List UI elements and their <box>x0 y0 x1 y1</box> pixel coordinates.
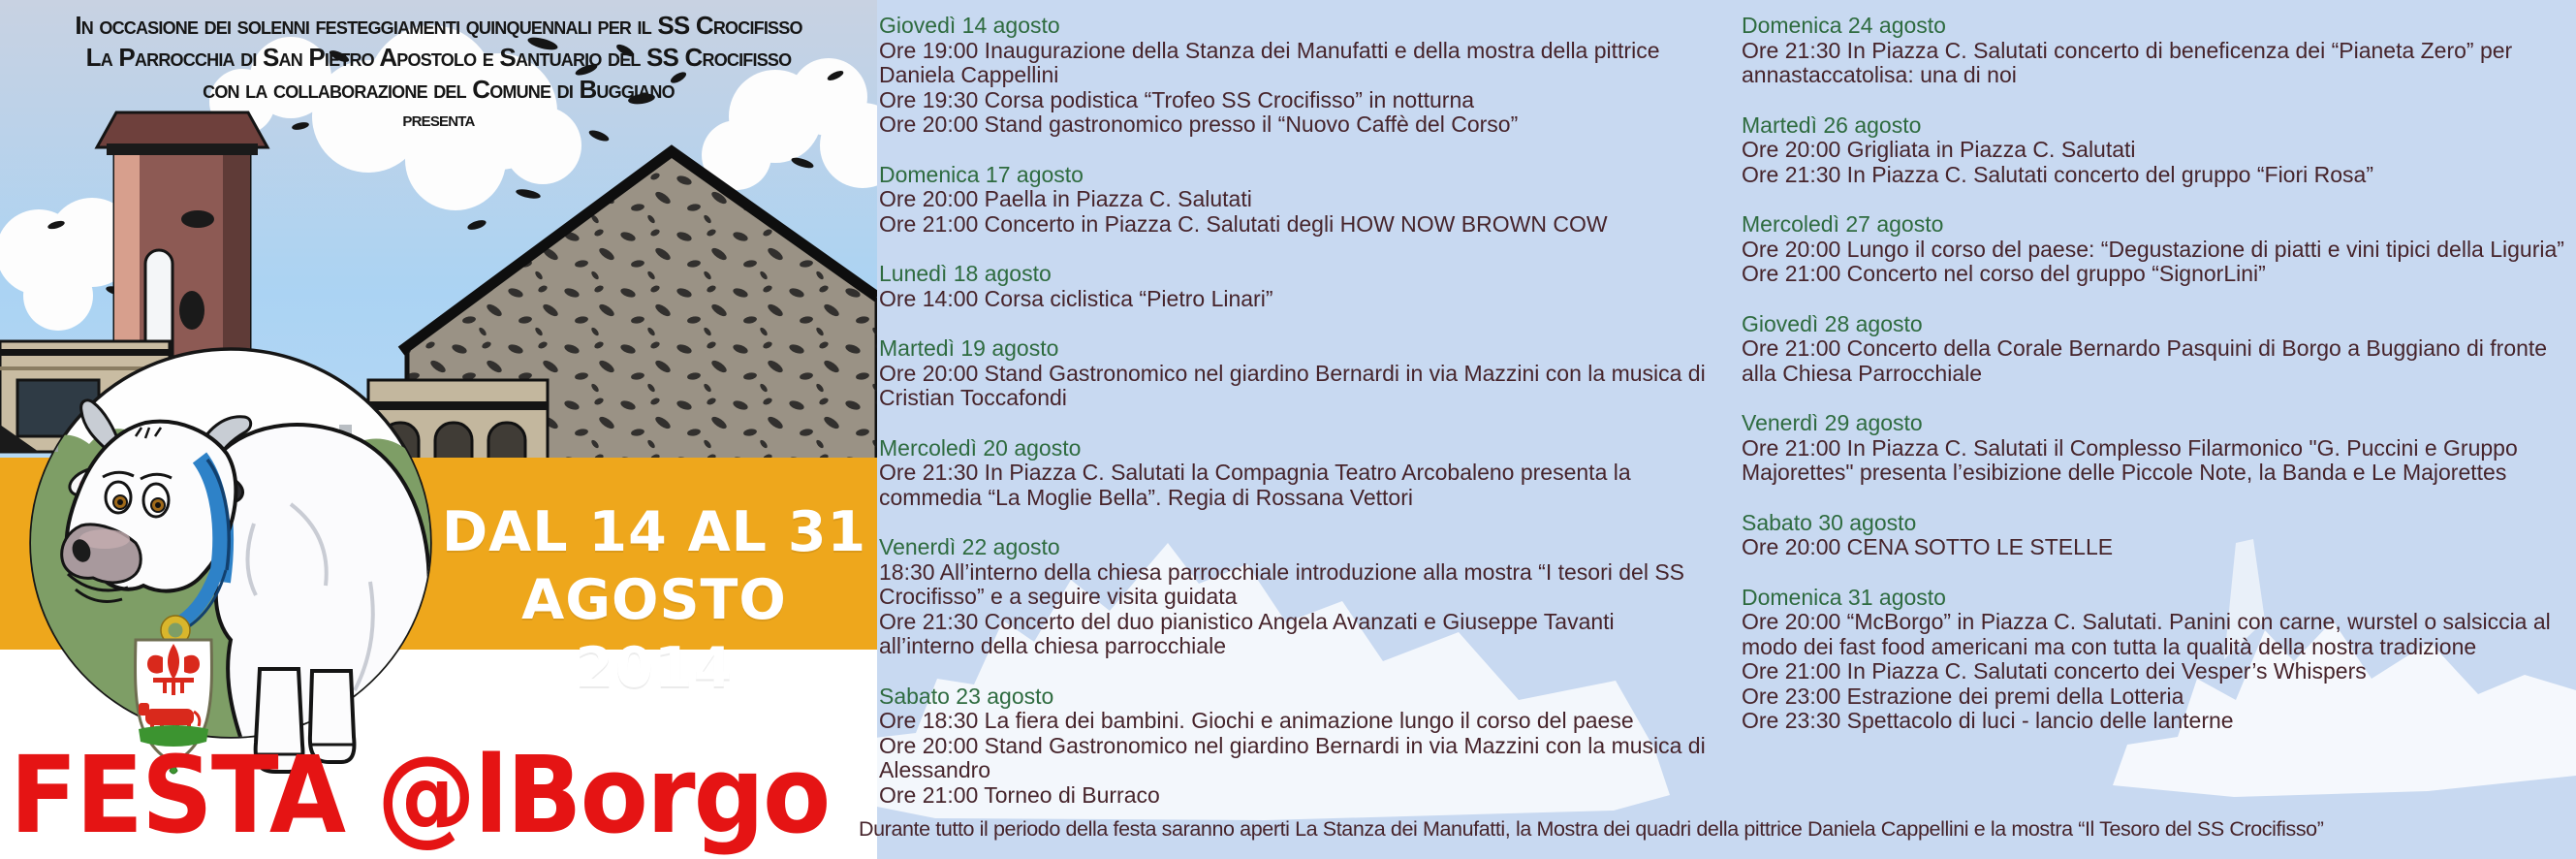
event-block <box>879 684 1712 809</box>
event-line: Ore 19:00 Inaugurazione della Stanza dei Manufatti e della mostra della pittrice Daniela Cappellini <box>879 37 1660 87</box>
event-date: Giovedì 28 agosto <box>1742 310 1923 336</box>
date-banner-line1: DAL 14 AL 31 <box>441 500 867 564</box>
event-line: Ore 20:00 Lungo il corso del paese: “Degustazione di piatti e vini tipici della Liguria” <box>1742 236 2564 262</box>
event-date: Sabato 23 agosto <box>879 683 1054 709</box>
event-block <box>1742 511 2567 560</box>
event-block <box>1742 586 2567 734</box>
event-line: Ore 21:00 Torneo di Burraco <box>879 781 1160 808</box>
event-block <box>1742 212 2567 287</box>
event-line: Ore 21:30 Concerto del duo pianistico Angela Avanzati e Giuseppe Tavanti all’interno della chiesa parrocchiale <box>879 608 1615 658</box>
event-date: Domenica 24 agosto <box>1742 13 1946 38</box>
event-line: Ore 14:00 Corsa ciclistica “Pietro Linari” <box>879 285 1273 311</box>
event-line: Ore 21:30 In Piazza C. Salutati concerto del gruppo “Fiori Rosa” <box>1742 161 2373 187</box>
event-line: Ore 20:00 Stand gastronomico presso il “Nuovo Caffè del Corso” <box>879 111 1519 137</box>
event-line: Ore 20:00 Stand Gastronomico nel giardino Bernardi in via Mazzini con la musica di Alessandro <box>879 732 1706 782</box>
event-date: Domenica 31 agosto <box>1742 584 1946 610</box>
poster-left-panel <box>0 0 877 859</box>
event-block <box>879 14 1712 138</box>
event-block <box>879 535 1712 659</box>
event-date: Giovedì 14 agosto <box>879 13 1060 38</box>
event-date: Martedì 19 agosto <box>879 335 1059 361</box>
event-block <box>1742 14 2567 88</box>
date-banner-line2: AGOSTO 2014 <box>521 568 787 700</box>
event-block <box>879 336 1712 411</box>
poster-header <box>0 10 877 135</box>
event-date: Venerdì 29 agosto <box>1742 410 1923 435</box>
event-date: Mercoledì 27 agosto <box>1742 211 1944 237</box>
poster-title: FESTA @lBorgo <box>10 733 830 857</box>
event-date: Martedì 26 agosto <box>1742 111 1922 138</box>
schedule-column-1 <box>879 14 1712 833</box>
event-date: Sabato 30 agosto <box>1742 509 1917 535</box>
event-block <box>1742 312 2567 387</box>
event-line: 18:30 All’interno della chiesa parrocchiale introduzione alla mostra “I tesori del SS Crocifisso” e a seguire visita guidata <box>879 558 1685 609</box>
event-block <box>1742 113 2567 188</box>
event-line: Ore 20:00 Stand Gastronomico nel giardino Bernardi in via Mazzini con la musica di Cristian Toccafondi <box>879 360 1706 410</box>
event-block <box>879 262 1712 311</box>
poster-header-line: La Parrocchia di San Pietro Apostolo e Santuario del SS Crocifisso <box>85 43 792 72</box>
event-line: Ore 21:00 Concerto nel corso del gruppo “SignorLini” <box>1742 261 2266 286</box>
poster-header-line: In occasione dei solenni festeggiamenti quinquennali per il SS Crocifisso <box>75 11 802 40</box>
event-date: Lunedì 18 agosto <box>879 261 1052 286</box>
event-line: Ore 20:00 Paella in Piazza C. Salutati <box>879 186 1252 211</box>
date-banner <box>436 498 872 702</box>
event-block <box>1742 411 2567 486</box>
event-line: Ore 23:30 Spettacolo di luci - lancio delle lanterne <box>1742 708 2234 733</box>
event-date: Venerdì 22 agosto <box>879 534 1060 559</box>
event-line: Ore 21:00 Concerto in Piazza C. Salutati degli HOW NOW BROWN COW <box>879 210 1608 237</box>
event-block <box>879 436 1712 511</box>
schedule-column-2 <box>1742 14 2567 759</box>
event-line: Ore 21:00 Concerto della Corale Bernardo Pasquini di Borgo a Buggiano di fronte alla Chiesa Parrocchiale <box>1742 335 2548 386</box>
event-block <box>879 163 1712 238</box>
event-line: Ore 23:00 Estrazione dei premi della Lotteria <box>1742 683 2184 709</box>
poster-header-line: con la collaborazione del Comune di Buggiano <box>203 75 675 104</box>
event-line: Ore 21:00 In Piazza C. Salutati il Complesso Filarmonico "G. Puccini e Gruppo Majorettes" presenta l’esibizione delle Piccole Note, la Banda e Le Majorettes <box>1742 434 2518 485</box>
event-line: Ore 20:00 CENA SOTTO LE STELLE <box>1742 534 2114 559</box>
event-line: Ore 21:00 In Piazza C. Salutati concerto dei Vesper’s Whispers <box>1742 658 2367 684</box>
event-date: Domenica 17 agosto <box>879 161 1084 187</box>
event-line: Ore 18:30 La fiera dei bambini. Giochi e animazione lungo il corso del paese <box>879 708 1634 733</box>
event-line: Ore 21:30 In Piazza C. Salutati concerto di beneficenza dei “Pianeta Zero” per annastaccatolisa: una di noi <box>1742 37 2513 87</box>
event-line: Ore 20:00 Grigliata in Piazza C. Salutati <box>1742 137 2136 162</box>
event-line: Ore 19:30 Corsa podistica “Trofeo SS Crocifisso” in notturna <box>879 86 1475 112</box>
event-date: Mercoledì 20 agosto <box>879 434 1082 461</box>
poster-header-line: presenta <box>402 109 475 131</box>
event-line: Ore 21:30 In Piazza C. Salutati la Compagnia Teatro Arcobaleno presenta la commedia “La Moglie Bella”. Regia di Rossana Vettori <box>879 460 1631 510</box>
event-line: Ore 20:00 “McBorgo” in Piazza C. Salutati. Panini con carne, wurstel o salsiccia al modo dei fast food americani ma con tutta la qualità della nostra tradizione <box>1742 609 2551 659</box>
footer-note: Durante tutto il periodo della festa saranno aperti La Stanza dei Manufatti, la Mostra dei quadri della pittrice Daniela Cappellini e la mostra “Il Tesoro del SS Crocifisso” <box>859 817 2324 841</box>
